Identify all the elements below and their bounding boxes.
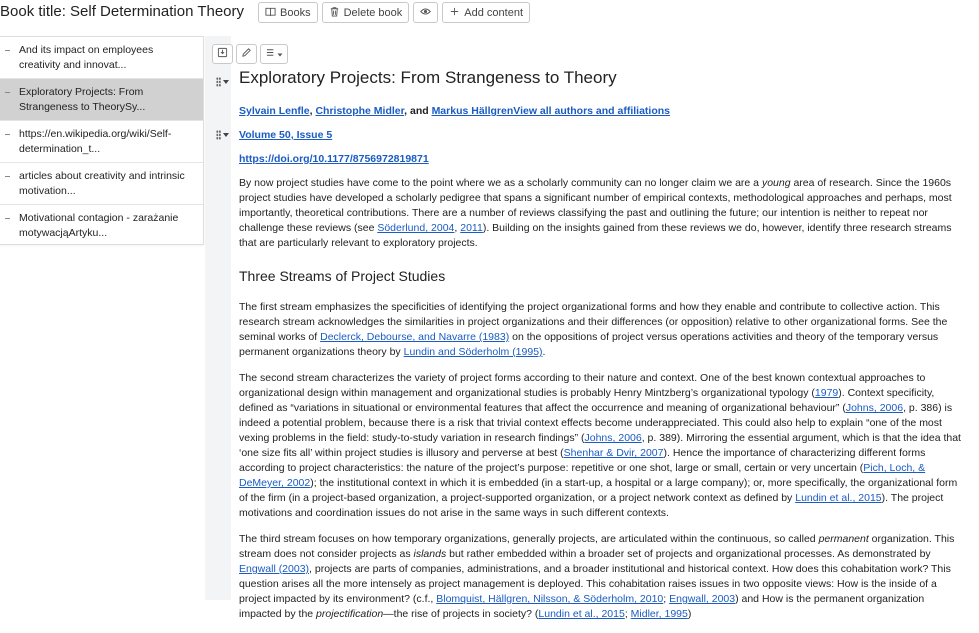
article-content xyxy=(239,66,967,633)
books-button-label: Books xyxy=(280,6,311,19)
citation-link[interactable]: 2011 xyxy=(460,222,483,234)
volume-link[interactable]: Volume 50, Issue 5 xyxy=(239,129,333,141)
chapter-item[interactable] xyxy=(0,205,203,247)
section-heading: Three Streams of Project Studies xyxy=(239,268,446,284)
dash-icon xyxy=(5,218,10,219)
content-toolbar xyxy=(212,44,288,64)
format-menu-button[interactable] xyxy=(260,44,288,64)
citation-link[interactable]: Pich, Loch, & DeMeyer, 2002 xyxy=(239,462,926,489)
caret-down-icon xyxy=(223,133,229,137)
trash-icon xyxy=(329,6,340,20)
chevron-down-icon xyxy=(277,45,283,63)
citation-link[interactable]: Engwall (2003) xyxy=(239,563,310,575)
chapter-item-label: Exploratory Projects: From Strangeness to TheorySy... xyxy=(19,86,146,113)
add-content-label: Add content xyxy=(464,6,524,19)
eye-icon xyxy=(420,6,431,20)
dash-icon xyxy=(5,134,10,135)
citation-link[interactable]: Midler, 1995 xyxy=(630,608,688,620)
citation-link[interactable]: Söderlund, 2004 xyxy=(377,222,455,234)
citation-link[interactable]: Shenhar & Dvir, 2007 xyxy=(563,447,664,459)
citation-link[interactable]: Johns, 2006 xyxy=(845,402,904,414)
drag-handle-icon xyxy=(216,77,221,87)
citation-link[interactable]: Blomquist, Hällgren, Nilsson, & Söderholm, 2010 xyxy=(436,593,664,605)
dash-icon xyxy=(5,176,10,177)
citation-link[interactable]: Declerck, Debourse, and Navarre (1983) xyxy=(320,331,510,343)
save-icon xyxy=(217,45,228,63)
save-button[interactable] xyxy=(212,44,233,64)
citation-link[interactable]: 1979 xyxy=(814,387,839,399)
citation-link[interactable]: Lundin et al., 2015 xyxy=(538,608,625,620)
citation-link[interactable]: Engwall, 2003 xyxy=(669,593,736,605)
delete-book-button[interactable] xyxy=(322,2,410,23)
book-toolbar xyxy=(258,2,530,23)
citation-link[interactable]: Johns, 2006 xyxy=(584,432,642,444)
chapter-item[interactable] xyxy=(0,163,203,205)
caret-down-icon xyxy=(223,80,229,84)
citation-link[interactable]: Lundin and Söderholm (1995) xyxy=(403,346,543,358)
paragraph: The third stream focuses on how temporary organizations, generally projects, are articulated within the continuous, so called permanent organization. This stream does not consider projects as islands but rather embedded within a broader set of projects and organizational processes. As demonstrated by Engwall (2003), projects are parts of companies, administrations, and a broader institutional and historical context. How does this cohabitation work? This question arises all the more intensely as project management is deployed. This cohabitation raises issues in two opposite views: How is the inside of a project impacted by its environment? (c.f., Blomquist, Hällgren, Nilsson, & Söderholm, 2010; Engwall, 2003) and How is the permanent organization impacted by the projectification—the rise of projects in society? (Lundin et al., 2015; Midler, 1995) xyxy=(239,533,955,620)
list-icon xyxy=(266,45,277,63)
doi-link[interactable]: https://doi.org/10.1177/8756972819871 xyxy=(239,153,429,165)
block-handle[interactable] xyxy=(216,75,234,89)
citation-link[interactable]: Lundin et al., 2015 xyxy=(795,492,882,504)
chapter-item-label: And its impact on employees creativity and innovat... xyxy=(19,44,154,71)
edit-button[interactable] xyxy=(236,44,257,64)
book-title: Book title: Self Determination Theory xyxy=(0,3,245,20)
pencil-icon xyxy=(241,45,252,63)
plus-icon xyxy=(449,6,460,20)
author-link[interactable]: Sylvain Lenfle xyxy=(239,105,310,117)
paragraph: The second stream characterizes the variety of project forms according to their nature and context. One of the best known contextual approaches to organizational design within management and organizational studies is probably Henry Mintzberg’s organizational typology (1979). Context specificity, defined as “variations in situational or environmental features that affect the occurrence and meaning of organizational behaviour” (Johns, 2006, p. 386) is indeed a potential problem, because there is a risk that trivial context effects become underappreciated. This could also help to explain “one of the most vexing problems in the field: study-to-study variation in research findings” (Johns, 2006, p. 389). Mirroring the essential argument, which is that the idea that ‘one size fits all’ within project studies is illusory and perverse at best (Shenhar & Dvir, 2007). Hence the importance of characterizing different forms according to project characteristics: the nature of the project’s purpose: repetitive or one shot, large or small, certain or very uncertain (Pich, Loch, & DeMeyer, 2002); the institutional context in which it is embedded (in a start-up, a hospital or a large company); or, more specifically, the organizational form of the firm (in a project-based organization, a project-supported organization, or a project network context as defined by Lundin et al., 2015). The project motivations and coordination issues do not arise in the same ways in such different contexts. xyxy=(239,372,961,519)
dash-icon xyxy=(5,50,10,51)
chapter-list xyxy=(0,36,204,245)
chapter-item-label: articles about creativity and intrinsic motivation... xyxy=(19,170,185,197)
book-icon xyxy=(265,6,276,20)
volume-line xyxy=(239,128,967,143)
chapter-item[interactable] xyxy=(0,37,203,79)
delete-book-label: Delete book xyxy=(343,6,403,19)
chapter-item-label: https://en.wikipedia.org/wiki/Self-determination_t... xyxy=(19,128,172,155)
paragraph: By now project studies have come to the point where we as a scholarly community can no longer claim we are a young area of research. Since the 1960s project studies have developed a scholarly pedigree that spans a significant number of empirical contexts, methodological approaches and perhaps, most importantly, theoretical contributions. There are a number of reviews classifying the past and outlining the future; our intention is neither to repeat nor challenge these reviews (see Söderlund, 2004, 2011). Building on the insights gained from these reviews we do, however, identify three research streams that are particularly relevant to exploratory projects. xyxy=(239,177,952,249)
drag-handle-icon xyxy=(216,130,221,140)
add-content-button[interactable] xyxy=(442,2,530,23)
books-button[interactable] xyxy=(258,2,318,23)
authors-line: Sylvain Lenfle, Christophe Midler, and Markus HällgrenView all authors and affiliations xyxy=(239,105,671,117)
chapter-item[interactable] xyxy=(0,121,203,163)
author-link[interactable]: Markus HällgrenView all authors and affiliations xyxy=(431,105,671,117)
chapter-item-active[interactable] xyxy=(0,79,203,121)
article-title: Exploratory Projects: From Strangeness to Theory xyxy=(239,68,617,87)
preview-button[interactable] xyxy=(413,2,438,23)
editor-gutter xyxy=(205,36,231,600)
dash-icon xyxy=(5,92,10,93)
chapter-item-label: Motivational contagion - zarażanie motywacjąArtyku... xyxy=(19,212,179,239)
author-link[interactable]: Christophe Midler xyxy=(315,105,405,117)
block-handle[interactable] xyxy=(216,128,234,142)
paragraph: The first stream emphasizes the specificities of identifying the project organizational forms and how they enable and contribute to collective action. This research stream acknowledges the similarities in project organizations and their differences (or opposition) relative to other organizational forms. See the seminal works of Declerck, Debourse, and Navarre (1983) on the oppositions of project versus operations activities and theory of the temporary versus permanent organizations theory by Lundin and Söderholm (1995). xyxy=(239,301,948,358)
doi-line xyxy=(239,152,967,167)
